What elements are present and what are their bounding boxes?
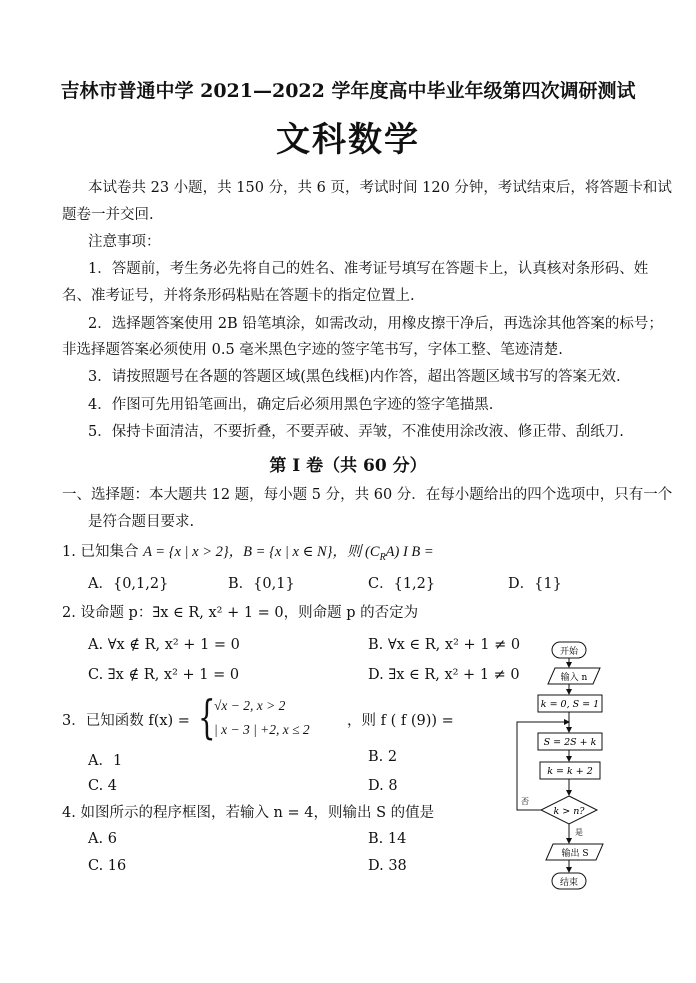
- q1-stem-prefix: 1. 已知集合: [62, 544, 144, 560]
- notice-5: 5．保持卡面清洁，不要折叠，不要弄破、弄皱，不准使用涂改液、修正带、刮纸刀.: [88, 424, 624, 440]
- q4-stem: 4. 如图所示的程序框图，若输入 n = 4，则输出 S 的值是: [62, 805, 435, 821]
- q3-option-c: C. 4: [88, 778, 118, 794]
- intro-line-2: 题卷一并交回.: [62, 207, 154, 223]
- q2-stem: 2. 设命题 p：∃x ∈ R, x² + 1 = 0，则命题 p 的否定为: [62, 605, 419, 621]
- part1-heading-line-1: 一、选择题：本大题共 12 题，每小题 5 分，共 60 分．在每小题给出的四个选项中，只有一个: [62, 487, 673, 503]
- q1-stem-tail: A) I B =: [385, 544, 434, 560]
- q1-stem: [62, 542, 434, 568]
- subject-title: 文科数学: [276, 120, 420, 160]
- q3-option-d: D. 8: [368, 778, 398, 794]
- exam-title: 吉林市普通中学 2021—2022 学年度高中毕业年级第四次调研测试: [60, 80, 636, 102]
- q1-option-c: C．{1,2}: [368, 576, 436, 592]
- q4-option-d: D. 38: [368, 858, 407, 874]
- flowchart-svg: [505, 640, 625, 900]
- q3-brace: {: [198, 690, 216, 744]
- q2-option-c: C. ∃x ∉ R, x² + 1 = 0: [88, 667, 240, 683]
- q3-option-a: A．1: [88, 753, 123, 769]
- q3-stem-postfix: ，则 f ( f (9)) =: [347, 713, 454, 729]
- q2-option-a: A. ∀x ∉ R, x² + 1 = 0: [88, 637, 240, 653]
- flow-condition-label: k > n?: [553, 806, 585, 817]
- part1-heading-line-2: 是符合题目要求.: [88, 514, 195, 530]
- q2-option-d: D. ∃x ∈ R, x² + 1 ≠ 0: [368, 667, 520, 683]
- q4-option-c: C. 16: [88, 858, 127, 874]
- intro-line-1: 本试卷共 23 小题，共 150 分，共 6 页，考试时间 120 分钟，考试结束后，将答题卡和试: [88, 180, 672, 196]
- q3-case-1: √x − 2, x > 2: [214, 698, 286, 713]
- q1-option-b: B．{0,1}: [228, 576, 295, 592]
- flow-output-label: 输出 S: [561, 849, 589, 859]
- q4-option-b: B. 14: [368, 831, 407, 847]
- q3-option-b: B. 2: [368, 749, 398, 765]
- flow-start-label: 开始: [559, 647, 579, 657]
- notice-3: 3．请按照题号在各题的答题区域(黑色线框)内作答，超出答题区域书写的答案无效.: [88, 369, 621, 385]
- notice-2-line-2: 非选择题答案必须使用 0.5 毫米黑色字迹的签字笔书写，字体工整、笔迹清楚.: [62, 342, 563, 358]
- q1-stem-sub: R: [379, 551, 386, 563]
- program-flowchart: [505, 640, 615, 900]
- notice-title: 注意事项：: [88, 234, 161, 250]
- notice-2-line-1: 2．选择题答案使用 2B 铅笔填涂，如需改动，用橡皮擦干净后，再选涂其他答案的标号；: [88, 316, 663, 332]
- flow-step-s-label: S = 2S + k: [543, 737, 597, 748]
- q2-option-b: B. ∀x ∈ R, x² + 1 ≠ 0: [368, 637, 521, 653]
- flow-step-k-label: k = k + 2: [547, 766, 593, 777]
- flow-input-label: 输入 n: [560, 673, 588, 683]
- notice-1-line-2: 名、准考证号，并将条形码粘贴在答题卡的指定位置上.: [62, 288, 415, 304]
- q3-stem-prefix: 3．已知函数 f(x) =: [62, 713, 190, 729]
- flow-init-label: k = 0, S = 1: [540, 699, 600, 710]
- flow-no-label: 否: [521, 797, 529, 806]
- flow-end-label: 结束: [559, 878, 579, 888]
- flow-yes-label: 是: [575, 828, 583, 837]
- q1-stem-math: A = {x | x > 2}，B = {x | x ∈ N}，则 (C: [143, 544, 380, 560]
- q4-option-a: A. 6: [88, 831, 117, 847]
- notice-1-line-1: 1．答题前，考生务必先将自己的姓名、准考证号填写在答题卡上，认真核对条形码、姓: [88, 261, 649, 277]
- q3-case-2: | x − 3 | +2, x ≤ 2: [214, 722, 310, 737]
- section-title: 第 I 卷（共 60 分）: [269, 456, 427, 476]
- q1-option-d: D．{1}: [508, 576, 562, 592]
- q3-piecewise: [198, 690, 358, 746]
- q1-option-a: A．{0,1,2}: [88, 576, 169, 592]
- notice-4: 4．作图可先用铅笔画出，确定后必须用黑色字迹的签字笔描黑.: [88, 397, 494, 413]
